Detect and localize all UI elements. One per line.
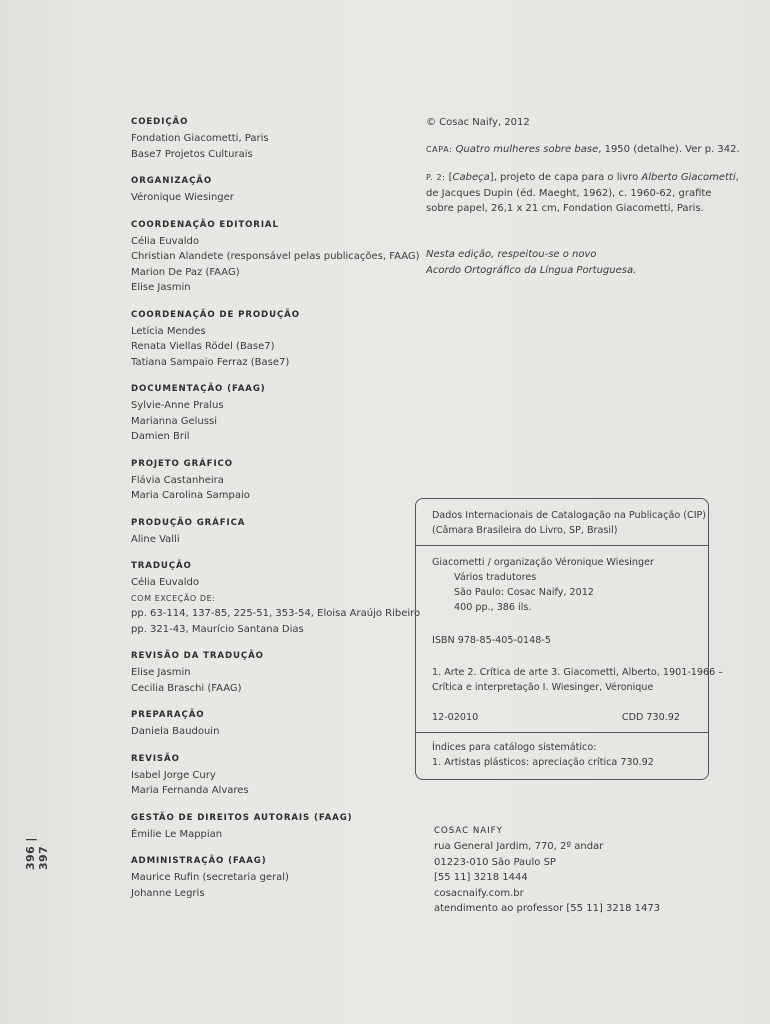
p2-title: Cabeça: [452, 172, 490, 183]
credit-line: Maria Fernanda Alvares: [131, 785, 249, 796]
credit-line: Elise Jasmin: [131, 667, 191, 678]
credit-heading: ORGANIZAÇÃO: [131, 176, 213, 186]
p2-comma: ,: [735, 172, 739, 183]
publisher-block: [434, 826, 734, 917]
credit-heading: DOCUMENTAÇÃO (FAAG): [131, 384, 266, 394]
credit-section: [131, 813, 401, 843]
credits-column: [131, 117, 421, 901]
publisher-line: 01223-010 São Paulo SP: [434, 856, 556, 868]
orthography-note: [426, 247, 726, 278]
credit-line: Tatiana Sampaio Ferraz (Base7): [131, 356, 290, 368]
credit-line: Flávia Castanheira: [131, 474, 224, 486]
credit-line: Maria Carolina Sampaio: [131, 490, 250, 501]
p2-text: ], projeto de capa para o livro: [489, 172, 642, 183]
credit-line: Célia Euvaldo: [131, 235, 199, 247]
credit-section: [131, 219, 420, 296]
cover-title: Quatro mulheres sobre base: [455, 144, 599, 155]
credit-section: [131, 310, 401, 371]
credit-line: Fondation Giacometti, Paris: [131, 133, 269, 144]
credit-line: Letícia Mendes: [131, 325, 206, 337]
credit-section: [131, 459, 401, 504]
credit-section: [131, 710, 401, 740]
credit-section: [131, 856, 401, 901]
cip-divider-bottom: [416, 732, 708, 733]
cover-caption: [426, 142, 740, 158]
credit-line: Aline Valli: [131, 533, 180, 545]
cip-entry-title: Giacometti / organização Véronique Wiesinger: [432, 557, 654, 568]
credit-line: Johanne Legris: [131, 887, 205, 899]
credit-line: Sylvie-Anne Pralus: [131, 400, 224, 411]
credit-heading: COORDENAÇÃO DE PRODUÇÃO: [131, 309, 300, 320]
credit-heading: TRADUÇÃO: [131, 561, 192, 571]
publisher-line: rua General Jardim, 770, 2º andar: [434, 841, 604, 852]
page-folio: 396 | 397: [24, 837, 50, 870]
credit-line: Damien Bril: [131, 431, 190, 442]
cip-header-2: (Câmara Brasileira do Livro, SP, Brasil): [432, 525, 618, 536]
credit-section: [131, 651, 401, 696]
credit-heading: PREPARAÇÃO: [131, 710, 205, 720]
credit-line: Renata Viellas Rödel (Base7): [131, 341, 275, 352]
credit-line: Marion De Paz (FAAG): [131, 266, 240, 278]
cip-header-1: Dados Internacionais de Catalogação na Publicação (CIP): [432, 510, 707, 521]
cip-entry-pages: 400 pp., 386 ils.: [454, 602, 532, 613]
credit-section: [131, 176, 401, 206]
publisher-line: [55 11] 3218 1444: [434, 872, 528, 884]
cip-cdd: CDD 730.92: [621, 712, 680, 723]
credit-line: Marianna Gelussi: [131, 415, 217, 427]
p2-label: P. 2:: [426, 173, 446, 182]
p2-book: Alberto Giacometti: [641, 172, 736, 183]
credit-heading: PROJETO GRÁFICO: [131, 458, 233, 469]
credit-line: Base7 Projetos Culturais: [131, 148, 253, 160]
credit-line: pp. 321-43, Maurício Santana Dias: [131, 623, 304, 635]
credit-line: Maurice Rufin (secretaria geral): [131, 872, 289, 883]
cip-entry-imprint: São Paulo: Cosac Naify, 2012: [454, 587, 594, 598]
credit-line: Isabel Jorge Cury: [131, 769, 216, 781]
cip-entry-translators: Vários tradutores: [454, 572, 537, 583]
credit-section: [131, 754, 401, 799]
page2-caption: [426, 170, 739, 217]
credit-line: Célia Euvaldo: [131, 577, 199, 588]
credit-section: [131, 384, 401, 445]
credit-section: [131, 518, 401, 548]
credit-line: Émilie Le Mappian: [131, 828, 223, 840]
p2-line2: de Jacques Dupin (éd. Maeght, 1962), c. 1960-62, grafite: [426, 187, 712, 199]
ortho-line2: Acordo Ortográfico da Língua Portuguesa.: [426, 264, 637, 276]
cip-index-title: Índices para catálogo sistemático:: [432, 742, 597, 753]
cip-subjects-1: 1. Arte 2. Crítica de arte 3. Giacometti, Alberto, 1901-1966 –: [432, 667, 724, 678]
credit-heading: GESTÃO DE DIREITOS AUTORAIS (FAAG): [131, 812, 353, 823]
cip-divider-top: [416, 545, 708, 546]
credit-line: pp. 63-114, 137-85, 225-51, 353-54, Eloisa Araújo Ribeiro: [131, 608, 421, 619]
credit-heading: COORDENAÇÃO EDITORIAL: [131, 219, 279, 230]
credit-line: Elise Jasmin: [131, 282, 191, 293]
credit-line: Daniela Baudouin: [131, 726, 220, 737]
copyright-text: © Cosac Naify, 2012: [426, 117, 530, 128]
copyright-line: [426, 115, 726, 131]
credit-line: Véronique Wiesinger: [131, 192, 234, 203]
cover-rest: , 1950 (detalhe). Ver p. 342.: [598, 144, 740, 155]
credit-heading: COEDIÇÃO: [131, 117, 189, 127]
p2-line3: sobre papel, 26,1 x 21 cm, Fondation Giacometti, Paris.: [426, 203, 704, 214]
credit-line: Cecilia Braschi (FAAG): [131, 682, 242, 694]
credit-heading: REVISÃO DA TRADUÇÃO: [131, 651, 264, 661]
credit-section: [131, 117, 401, 162]
cip-code: 12-02010: [432, 712, 479, 723]
cip-subjects-2: Crítica e interpretação I. Wiesinger, Véronique: [432, 682, 654, 693]
ortho-line1: Nesta edição, respeitou-se o novo: [426, 249, 597, 260]
p2-bracket: [: [445, 172, 453, 183]
cip-isbn: ISBN 978-85-405-0148-5: [432, 635, 551, 646]
cip-index-entry: 1. Artistas plásticos: apreciação crítica 730.92: [432, 757, 654, 768]
credit-section: [131, 561, 421, 637]
publisher-name: COSAC NAIFY: [434, 826, 503, 836]
credit-heading: ADMINISTRAÇÃO (FAAG): [131, 856, 267, 866]
publisher-line: cosacnaify.com.br: [434, 887, 524, 899]
credit-line: COM EXCEÇÃO DE:: [131, 593, 216, 603]
credit-heading: REVISÃO: [131, 753, 180, 764]
cip-box: [415, 498, 724, 780]
credit-heading: PRODUÇÃO GRÁFICA: [131, 517, 246, 528]
credit-line: Christian Alandete (responsável pelas publicações, FAAG): [131, 251, 420, 262]
cover-label: CAPA:: [426, 145, 453, 154]
publisher-line: atendimento ao professor [55 11] 3218 1473: [434, 903, 661, 915]
